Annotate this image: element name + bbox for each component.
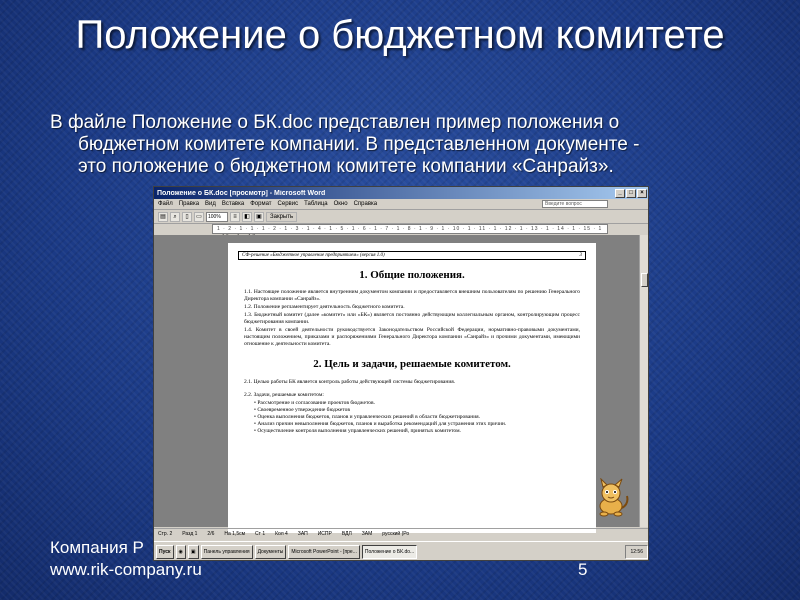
doc-header	[238, 251, 586, 260]
doc-paragraph: 1.2. Положение регламентирует деятельность бюджетного комитета.	[244, 304, 405, 310]
taskbar-control-panel[interactable]: Панель управления	[201, 545, 253, 559]
body-line-3: это положение о бюджетном комитете компании «Санрайз».	[78, 156, 614, 177]
doc-bullet: • Осуществление контроля выполнения управленческих решений, принятых комитетом.	[254, 428, 461, 434]
doc-bullet: • Своевременное утверждение бюджетов	[254, 407, 350, 413]
multi-page-icon[interactable]: ▭	[194, 212, 204, 222]
doc-bullet: • Оценка выполнения бюджетов, планов и управленческих решений в области бюджетирования.	[254, 414, 481, 420]
status-page: Стр. 2	[158, 530, 173, 537]
slide-title: Положение о бюджетном комитете	[75, 13, 725, 57]
print-icon[interactable]: ▤	[158, 212, 168, 222]
status-bar	[154, 528, 649, 538]
quicklaunch-icon[interactable]: ◉	[176, 545, 186, 559]
quicklaunch-icon[interactable]: ▣	[188, 545, 199, 559]
menu-table[interactable]: Таблица	[304, 201, 328, 207]
word-toolbar	[154, 210, 648, 224]
start-button[interactable]: Пуск	[156, 545, 174, 559]
status-line: Ст 1	[255, 530, 266, 537]
status-pages: 2/6	[207, 530, 215, 537]
ruler-icon[interactable]: ≡	[230, 212, 240, 222]
doc-heading-1: 1. Общие положения.	[359, 269, 465, 281]
doc-heading-2: 2. Цель и задачи, решаемые комитетом.	[313, 358, 511, 370]
windows-taskbar	[154, 541, 649, 561]
fullscreen-icon[interactable]: ▣	[254, 212, 264, 222]
footer-company: Компания Р	[50, 538, 144, 557]
word-titlebar	[154, 187, 648, 199]
slide-body-text	[50, 112, 750, 178]
menu-file[interactable]: Файл	[158, 201, 173, 207]
status-rec: ЗАП	[297, 530, 308, 537]
close-icon[interactable]: ×	[637, 189, 647, 198]
page-number: 5	[578, 560, 588, 579]
menu-view[interactable]: Вид	[205, 201, 216, 207]
help-search-input[interactable]: Введите вопрос	[542, 200, 608, 208]
document-area	[154, 235, 640, 527]
close-preview-button[interactable]: Закрыть	[266, 212, 297, 222]
status-ext: ВДЛ	[341, 530, 352, 537]
menu-format[interactable]: Формат	[250, 201, 272, 207]
body-line-1: В файле Положение о БК.doc представлен пример положения о	[50, 112, 620, 133]
menu-tools[interactable]: Сервис	[277, 201, 299, 207]
doc-paragraph: 1.4. Комитет в своей деятельности руководствуется Законодательством Российской Федерации, нормативно-правовыми документами, настоящим положением, приказами и распоряжениями Генерального Директора компании «Санрайз» и прочими документами, имеющими отношение к деятельности комитета.	[244, 327, 580, 347]
word-title: Положение о БК.doc [просмотр] - Microsoft Word	[157, 189, 326, 197]
doc-bullet: • Рассмотрение и согласование проектов бюджетов.	[254, 400, 376, 406]
status-section: Разд 1	[182, 530, 198, 537]
menu-insert[interactable]: Вставка	[221, 201, 245, 207]
cat-mascot-icon	[594, 478, 630, 518]
menu-edit[interactable]: Правка	[178, 201, 200, 207]
word-window-screenshot	[153, 186, 649, 561]
doc-header-left: СФ-решение «Бюджетное управление предприятием» (версия 1.0)	[242, 253, 385, 258]
taskbar-word-doc[interactable]: Положение о БК.do...	[362, 545, 417, 559]
magnifier-icon[interactable]: ⌕	[170, 212, 180, 222]
maximize-icon[interactable]: □	[626, 189, 636, 198]
clock: 12:56	[625, 545, 648, 559]
vertical-scrollbar[interactable]	[639, 235, 648, 527]
doc-header-right: 3	[579, 253, 582, 258]
status-language: русский (Ро	[382, 530, 410, 537]
zoom-select[interactable]: 100%	[206, 212, 228, 222]
status-trk: ИСПР	[317, 530, 332, 537]
menu-help[interactable]: Справка	[353, 201, 378, 207]
word-menubar	[154, 199, 648, 210]
doc-paragraph: 1.1. Настоящее положение является внутренним документом компании и предоставляется внешним пользователям по решению Генерального Директора компании «Санрайз».	[244, 289, 580, 302]
doc-paragraph: 2.2. Задачи, решаемые комитетом:	[244, 392, 324, 398]
body-line-2: бюджетном комитете компании. В представленном документе -	[78, 134, 640, 155]
status-position: На 1,5см	[224, 530, 246, 537]
status-ovr: ЗАМ	[361, 530, 373, 537]
taskbar-powerpoint[interactable]: Microsoft PowerPoint - [пре...	[288, 545, 360, 559]
scroll-thumb[interactable]	[641, 273, 648, 287]
taskbar-documents[interactable]: Документы	[255, 545, 287, 559]
footer-url: www.rik-company.ru	[50, 560, 202, 579]
doc-bullet: • Анализ причин невыполнения бюджетов, планов и выработка рекомендаций для устранения этих причин.	[254, 421, 507, 427]
menu-window[interactable]: Окно	[333, 201, 348, 207]
shrink-icon[interactable]: ◧	[242, 212, 252, 222]
document-page	[228, 243, 596, 533]
doc-paragraph: 1.3. Бюджетный комитет (далее «комитет» или «БК») является постоянно действующим коллегиальным органом, контролирующим процесс бюджетирования компании.	[244, 312, 580, 325]
status-column: Кол 4	[275, 530, 288, 537]
minimize-icon[interactable]: _	[615, 189, 625, 198]
doc-paragraph: 2.1. Целью работы БК является контроль работы действующей системы бюджетирования.	[244, 379, 456, 385]
ruler: 1 · 2 · 1 · 1 · 1 · 2 · 1 · 3 · 1 · 4 · 1 · 5 · 1 · 6 · 1 · 7 · 1 · 8 · 1 · 9 · 1 · 10 · 1 · 11 · 1 · 12 · 1 · 13 · 1 · 14 · 1 · 15 · 1	[212, 224, 608, 234]
page-icon[interactable]: ▯	[182, 212, 192, 222]
